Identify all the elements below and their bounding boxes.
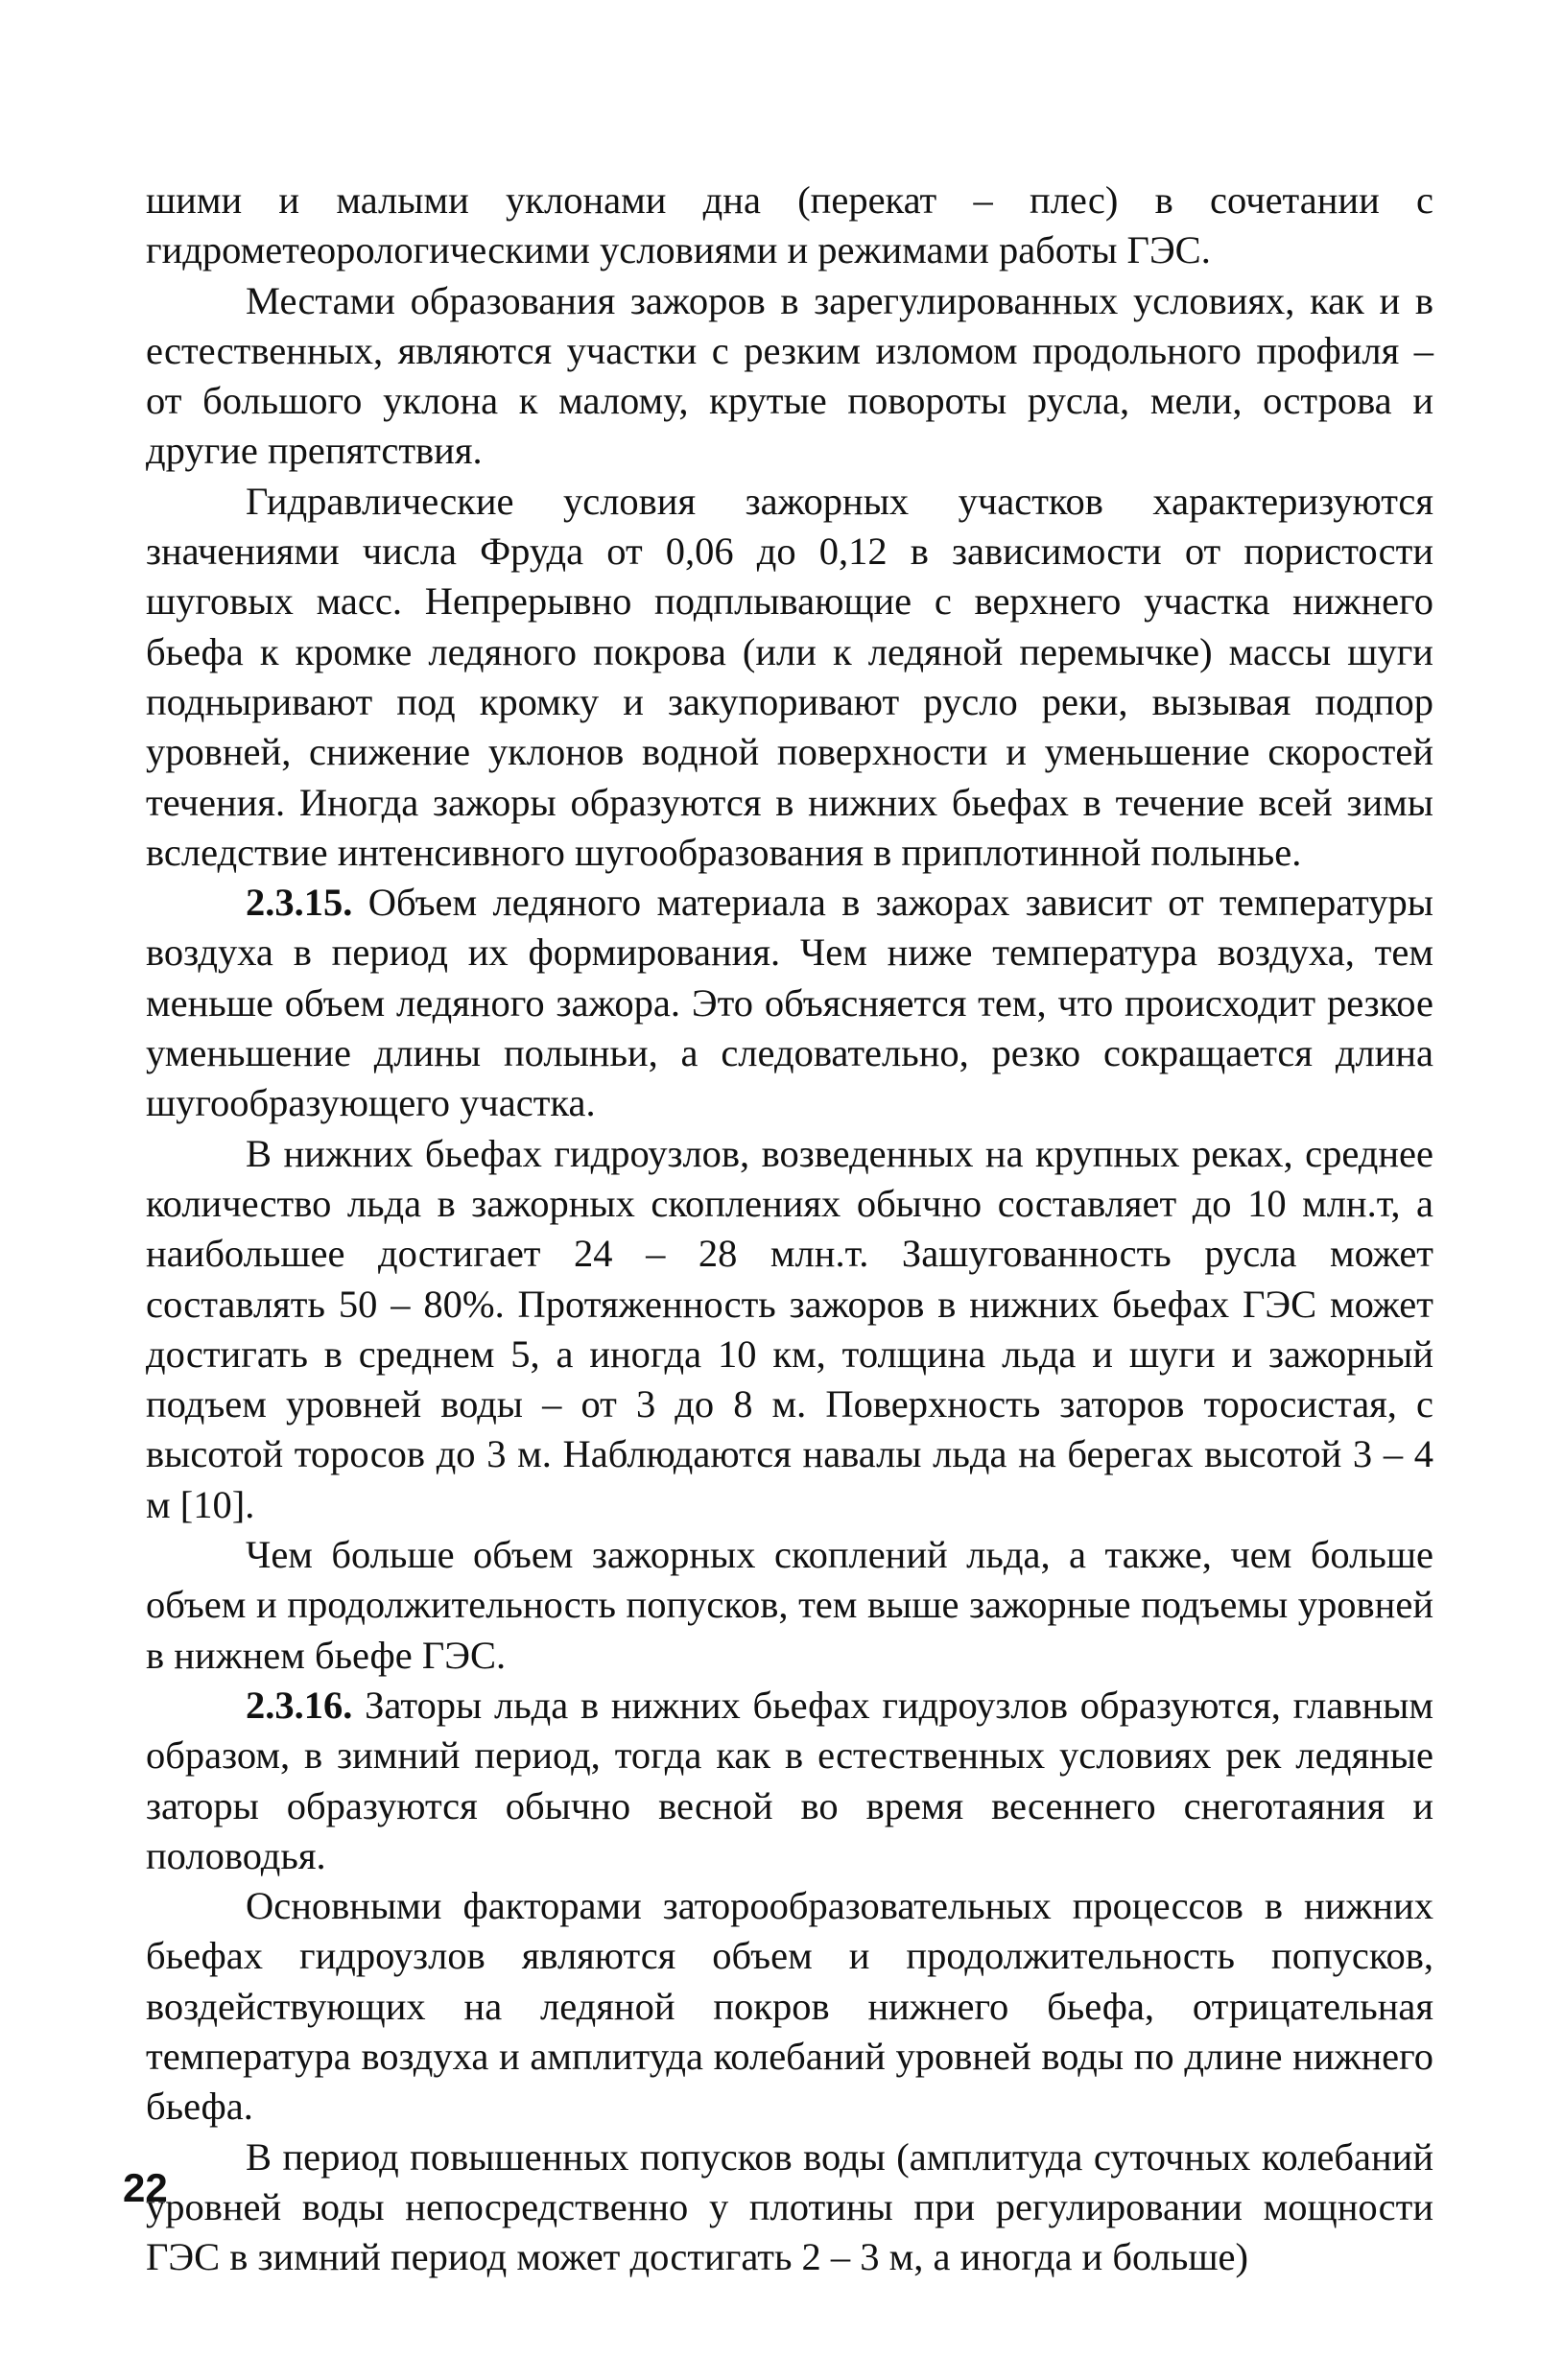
section-number: 2.3.15. [246, 881, 353, 925]
paragraph-text: Заторы льда в нижних бьефах гидроузлов образуются, главным образом, в зимний период, тогда как в естественных условиях рек ледяные заторы образуются обычно весной во время весеннего снеготаяния и половодья. [146, 1683, 1434, 1877]
paragraph-jam-rises [146, 1530, 1433, 1681]
body-text [146, 176, 1433, 2282]
paragraph-increased-releases [146, 2133, 1433, 2283]
paragraph-text: В нижних бьефах гидроузлов, возведенных на крупных реках, среднее количество льда в зажорных скоплениях обычно составляет до 10 млн.т, а наибольшее достигает 24 – 28 млн.т. Зашугованность русла может составлять 50 – 80%. Протяженность зажоров в нижних бьефах ГЭС может достигать в среднем 5, а иногда 10 км, толщина льда и шуги и зажорный подъем уровней воды – от 3 до 8 м. Поверхность заторов торосистая, с высотой торосов до 3 м. Наблюдаются навалы льда на берегах высотой 3 – 4 м [10]. [146, 1131, 1433, 1526]
paragraph-text: Гидравлические условия зажорных участков характеризуются значениями числа Фруда от 0,06 до 0,12 в зависимости от пористости шуговых масс. Непрерывно подплывающие с верхнего участка нижнего бьефа к кромке ледяного покрова (или к ледяной перемычке) массы шуги подныривают под кромку и закупоривают русло реки, вызывая подпор уровней, снижение уклонов водной поверхности и уменьшение скоростей течения. Иногда зажоры образуются в нижних бьефах в течение всей зимы вследствие интенсивного шугообразования в приплотинной полынье. [146, 479, 1433, 874]
paragraph-main-factors [146, 1881, 1433, 2132]
paragraph-text: Местами образования зажоров в зарегулированных условиях, как и в естественных, являются участки с резким изломом продольного профиля – от большого уклона к малому, крутые повороты русла, мели, острова и другие препятствия. [146, 278, 1433, 473]
paragraph-section-2-3-15 [146, 878, 1433, 1128]
paragraph-text: Чем больше объем зажорных скоплений льда, а также, чем больше объем и продолжительность попусков, тем выше зажорные подъемы уровней в нижнем бьефе ГЭС. [146, 1533, 1433, 1677]
paragraph-text: Основными факторами заторообразовательных процессов в нижних бьефах гидроузлов являются объем и продолжительность попусков, воздействующих на ледяной покров нижнего бьефа, отрицательная температура воздуха и амплитуда колебаний уровней воды по длине нижнего бьефа. [146, 1884, 1433, 2129]
paragraph-text: Объем ледяного материала в зажорах зависит от температуры воздуха в период их формирования. Чем ниже температура воздуха, тем меньше объем ледяного зажора. Это объясняется тем, что происходит резкое уменьшение длины полыньи, а следовательно, резко сокращается длина шугообразующего участка. [146, 881, 1433, 1125]
section-number: 2.3.16. [246, 1683, 353, 1727]
paragraph-section-2-3-16 [146, 1681, 1433, 1881]
paragraph-ice-quantity [146, 1129, 1433, 1530]
paragraph-hydraulic-conditions [146, 477, 1433, 878]
page-number: 22 [123, 2165, 168, 2210]
paragraph-text: В период повышенных попусков воды (амплитуда суточных колебаний уровней воды непосредственно у плотины при регулировании мощности ГЭС в зимний период может достигать 2 – 3 м, а иногда и больше) [146, 2134, 1433, 2279]
paragraph-continuation [146, 176, 1433, 276]
paragraph-text: шими и малыми уклонами дна (перекат – плес) в сочетании с гидрометеорологическими условиями и режимами работы ГЭС. [146, 178, 1433, 272]
paragraph-jam-locations [146, 276, 1433, 477]
